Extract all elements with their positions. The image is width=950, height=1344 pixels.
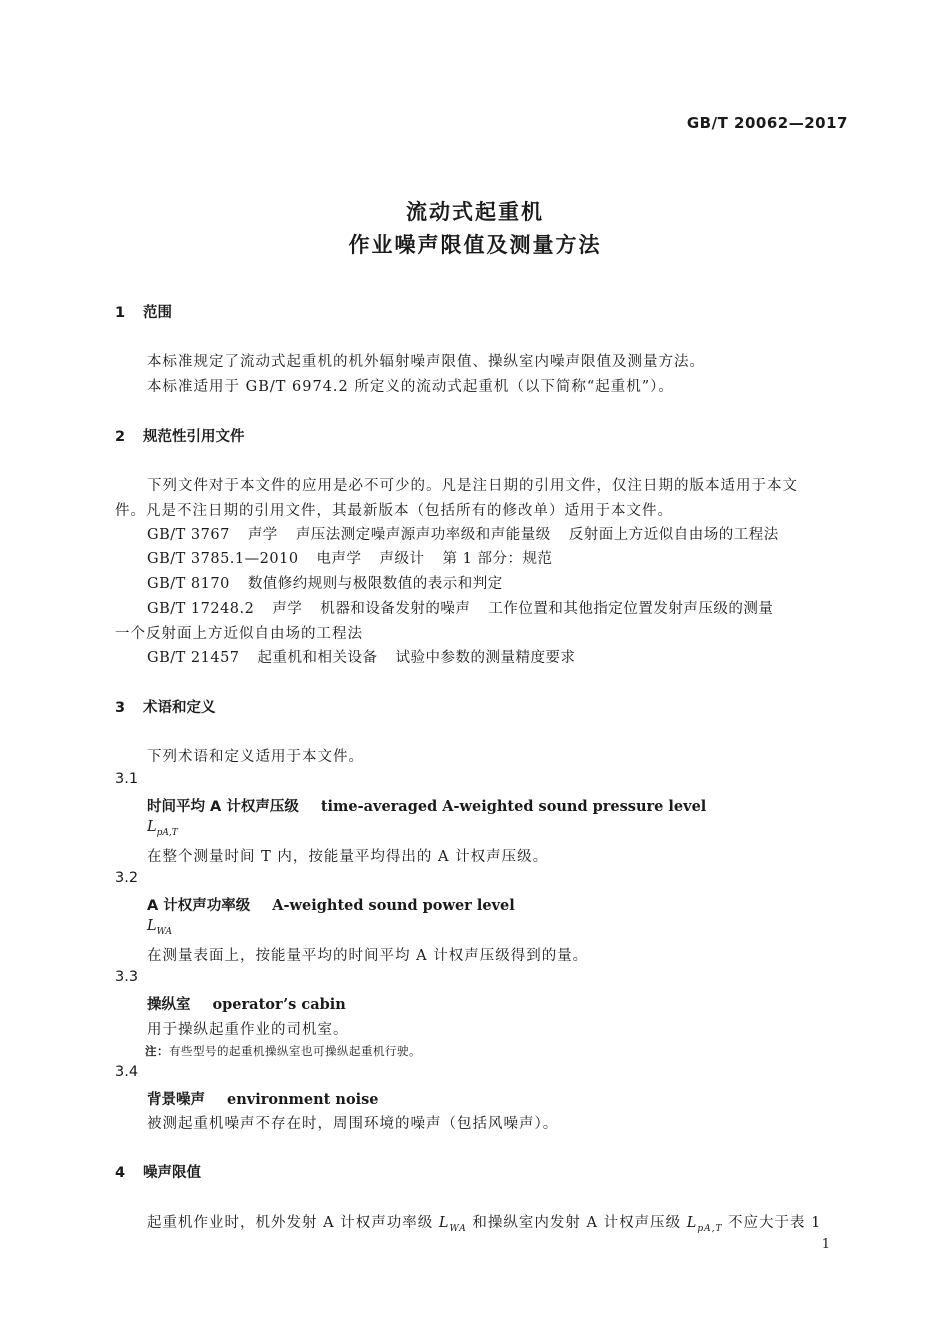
term-heading: [147, 1088, 379, 1109]
reference-code: GB/T 21457: [147, 650, 240, 666]
page-number: 1: [821, 1237, 830, 1252]
term-en: operator’s cabin: [212, 996, 346, 1013]
section-3-intro: 下列术语和定义适用于本文件。: [147, 749, 364, 765]
term-heading: [147, 894, 515, 915]
reference-part: 声压法测定噪声源声功率级和声能量级: [295, 527, 551, 543]
term-zh: 背景噪声: [147, 1092, 205, 1108]
term-number: 3.2: [115, 870, 139, 886]
section-1-paragraph: 本标准规定了流动式起重机的机外辐射噪声限值、操纵室内噪声限值及测量方法。: [147, 354, 705, 370]
term-heading: [147, 795, 706, 816]
term-symbol: [147, 819, 178, 838]
section-title: 术语和定义: [143, 700, 216, 716]
term-definition: 在测量表面上，按能量平均的时间平均 A 计权声压级得到的量。: [147, 948, 589, 964]
section-number: 2: [115, 429, 126, 445]
symbol-main: L: [147, 819, 157, 835]
standard-number: GB/T 20062—2017: [686, 114, 848, 132]
section-number: 3: [115, 700, 126, 716]
reference-code: GB/T 17248.2: [147, 601, 255, 617]
section-2-intro: 下列文件对于本文件的应用是必不可少的。凡是注日期的引用文件，仅注日期的版本适用于本文: [147, 478, 798, 494]
text-run: 起重机作业时，机外发射 A 计权声功率级: [147, 1215, 439, 1231]
symbol-sub: pA,T: [156, 827, 178, 838]
term-en: environment noise: [227, 1091, 379, 1108]
reference-part: 第 1 部分：规范: [442, 551, 553, 567]
reference-item: [147, 597, 773, 618]
term-definition: 在整个测量时间 T 内，按能量平均得出的 A 计权声压级。: [147, 849, 549, 865]
symbol-sub: WA: [156, 926, 172, 937]
document-title-line1: 流动式起重机: [406, 200, 544, 224]
reference-part: 反射面上方近似自由场的工程法: [568, 527, 779, 543]
symbol-main: L: [438, 1215, 450, 1231]
reference-code: GB/T 8170: [147, 576, 230, 592]
section-4-heading: [115, 1161, 201, 1182]
term-number: 3.1: [115, 771, 139, 787]
term-zh: 操纵室: [147, 997, 191, 1013]
reference-part: 声学: [247, 527, 278, 543]
section-1-paragraph: 本标准适用于 GB/T 6974.2 所定义的流动式起重机（以下简称“起重机”）。: [147, 379, 674, 395]
term-number: 3.3: [115, 969, 139, 985]
symbol-lwa: [438, 1215, 467, 1234]
reference-part: 电声学: [316, 551, 362, 567]
term-definition: 被测起重机噪声不存在时，周围环境的噪声（包括风噪声）。: [147, 1116, 559, 1132]
text-run: 和操纵室内发射 A 计权声压级: [466, 1215, 687, 1231]
symbol-sub: WA: [449, 1223, 467, 1234]
reference-code: GB/T 3785.1—2010: [147, 551, 299, 567]
reference-part: 机器和设备发射的噪声: [320, 601, 471, 617]
term-symbol: [147, 918, 172, 937]
reference-part: 起重机和相关设备: [257, 650, 378, 666]
reference-part: 工作位置和其他指定位置发射声压级的测量: [488, 601, 774, 617]
text-run: 不应大于表 1: [722, 1215, 822, 1231]
reference-item: [147, 646, 576, 667]
reference-part: 声学: [272, 601, 303, 617]
section-2-heading: [115, 425, 245, 446]
section-1-heading: [115, 301, 172, 322]
document-title-line2: 作业噪声限值及测量方法: [348, 233, 602, 257]
reference-part: 试验中参数的测量精度要求: [395, 650, 576, 666]
symbol-lpat: [686, 1215, 723, 1234]
reference-part: 数值修约规则与极限数值的表示和判定: [247, 576, 503, 592]
section-2-intro: 件。凡是不注日期的引用文件，其最新版本（包括所有的修改单）适用于本文件。: [115, 503, 673, 519]
term-zh: A 计权声功率级: [147, 898, 251, 914]
symbol-sub: pA,T: [697, 1223, 723, 1234]
reference-part: 声级计: [379, 551, 425, 567]
term-note: [145, 1043, 421, 1059]
section-title: 噪声限值: [143, 1165, 201, 1181]
term-definition: 用于操纵起重作业的司机室。: [147, 1022, 349, 1038]
term-en: A-weighted sound power level: [272, 897, 515, 914]
note-text: 有些型号的起重机操纵室也可操纵起重机行驶。: [169, 1044, 421, 1058]
reference-item: [147, 547, 553, 568]
term-en: time-averaged A-weighted sound pressure level: [320, 798, 707, 815]
note-label: 注：: [145, 1044, 169, 1058]
reference-code: GB/T 3767: [147, 527, 230, 543]
term-number: 3.4: [115, 1064, 139, 1080]
reference-item: [147, 523, 779, 544]
symbol-main: L: [147, 918, 157, 934]
reference-item: [147, 572, 503, 593]
section-title: 范围: [143, 305, 172, 321]
section-3-heading: [115, 696, 216, 717]
symbol-main: L: [686, 1215, 698, 1231]
reference-continuation: 一个反射面上方近似自由场的工程法: [115, 626, 363, 642]
section-number: 1: [115, 305, 126, 321]
section-title: 规范性引用文件: [143, 429, 245, 445]
term-zh: 时间平均 A 计权声压级: [147, 799, 299, 815]
term-heading: [147, 993, 346, 1014]
section-number: 4: [115, 1165, 126, 1181]
section-4-paragraph: [147, 1211, 821, 1234]
